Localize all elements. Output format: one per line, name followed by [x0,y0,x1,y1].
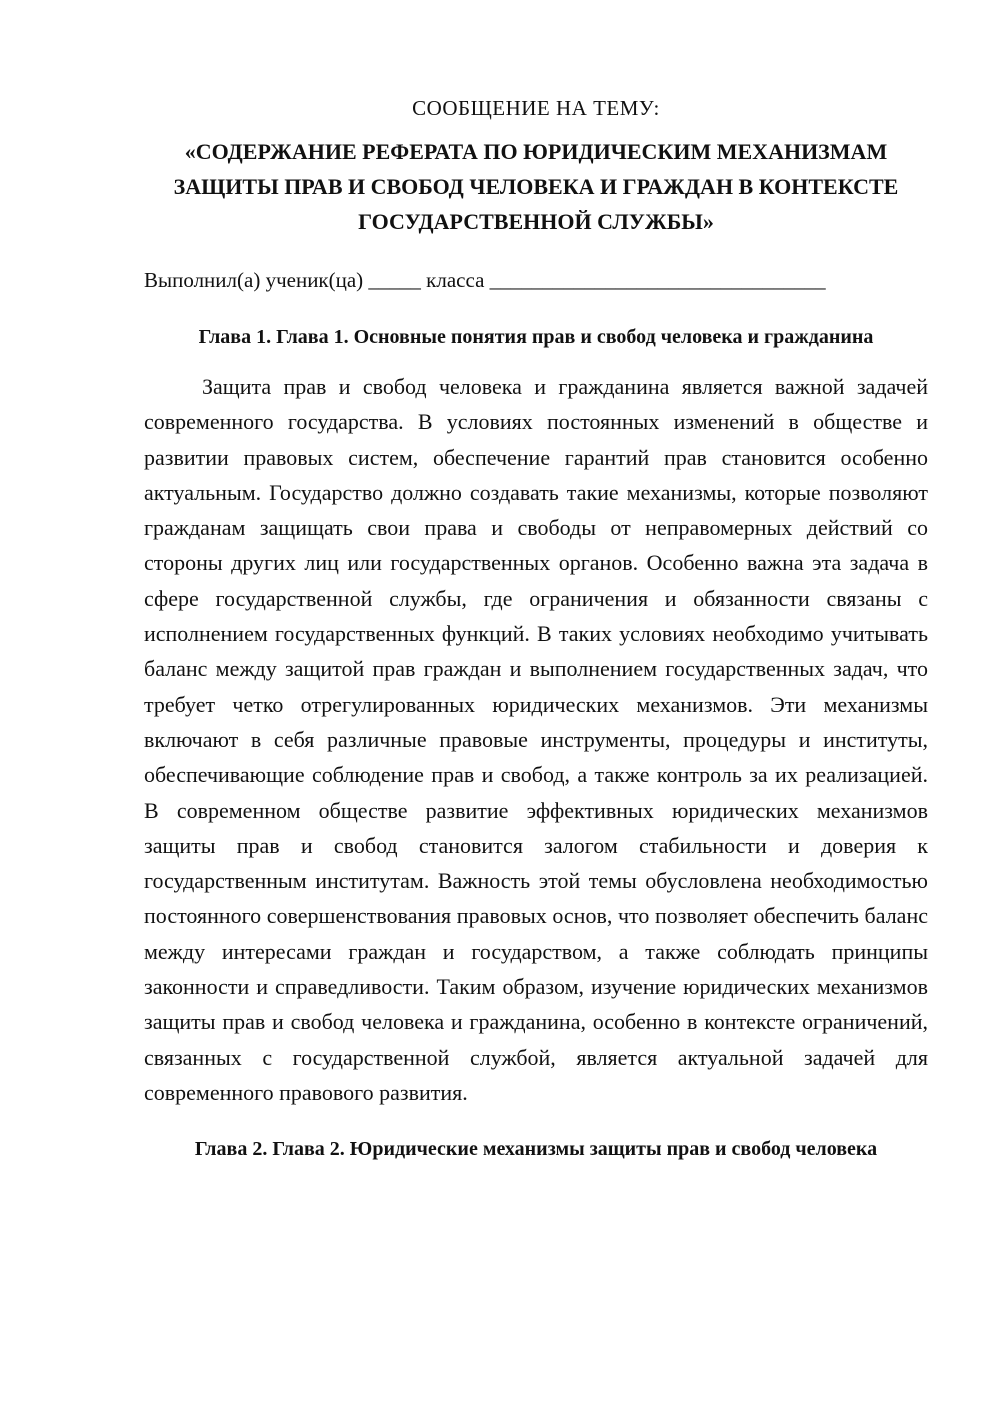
document-page [144,92,928,1167]
message-header: СООБЩЕНИЕ НА ТЕМУ: [412,96,660,120]
chapter-2-title: Глава 2. Глава 2. Юридические механизмы защиты прав и свобод человека [194,1138,878,1161]
topic-title: «СОДЕРЖАНИЕ РЕФЕРАТА ПО ЮРИДИЧЕСКИМ МЕХАНИЗМАМ ЗАЩИТЫ ПРАВ И СВОБОД ЧЕЛОВЕКА И ГРАЖДАН В КОНТЕКСТЕ ГОСУДАРСТВЕННОЙ СЛУЖБЫ» [173,139,899,234]
chapter-1-title: Глава 1. Глава 1. Основные понятия прав и свобод человека и гражданина [198,326,874,348]
chapter-1-paragraph: Защита прав и свобод человека и гражданина является важной задачей современного государства. В условиях постоянных изменений в обществе и развитии правовых систем, обеспечение гарантий прав становится особенно актуальным. Государство должно создавать такие механизмы, которые позволяют гражданам защищать свои права и свободы от неправомерных действий со стороны других лиц или государственных органов. Особенно важна эта задача в сфере государственной службы, где ограничения и обязанности связаны с исполнением государственных функций. В таких условиях необходимо учитывать баланс между защитой прав граждан и выполнением государственных задач, что требует четко отрегулированных юридических механизмов. Эти механизмы включают в себя различные правовые инструменты, процедуры и институты, обеспечивающие соблюдение прав и свобод, а также контроль за их реализацией. В современном обществе развитие эффективных юридических механизмов защиты прав и свобод становится залогом стабильности и доверия к государственным институтам. Важность этой темы обусловлена необходимостью постоянного совершенствования правовых основ, что позволяет обеспечить баланс между интересами граждан и государством, а также соблюдать принципы законности и справедливости. Таким образом, изучение юридических механизмов защиты прав и свобод человека и гражданина, особенно в контексте ограничений, связанных с государственной службой, является актуальной задачей для современного правового развития. [144,374,928,1105]
author-line: Выполнил(а) ученик(ца) _____ класса ________________________________ [144,268,826,292]
